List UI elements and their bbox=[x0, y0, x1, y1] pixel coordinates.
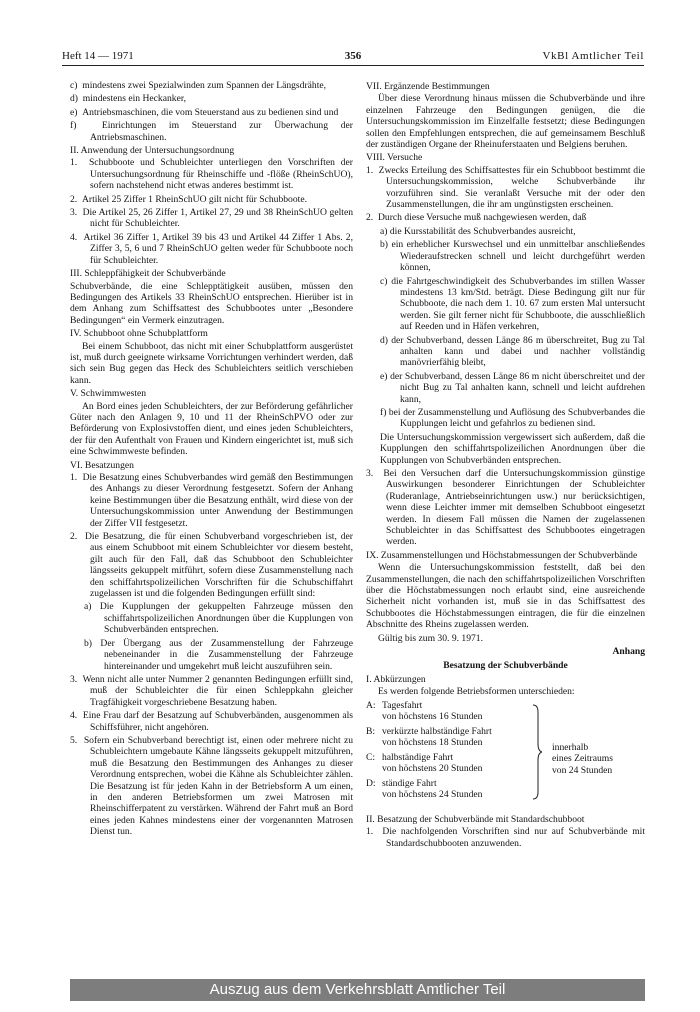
validity-note: Gültig bis zum 30. 9. 1971. bbox=[378, 632, 483, 644]
list-item: f) bei der Zusammenstellung und Auflösung des Schubverbandes die Kupplungen leicht und gefahrlos zu bedienen sind. bbox=[380, 406, 645, 430]
operation-forms: A: Tagesfahrt von höchstens 16 Stunden B: verkürzte halbständige Fahrt von höchstens 18 Stunden C: halbständige Fahrt von höchstens 20 Stunden D: ständige Fahrt von höchstens 24 Stunden innerhalb eines Zeitraums von 24 Stunden bbox=[366, 700, 645, 810]
paragraph: Die Untersuchungskommission vergewissert sich außerdem, daß die Kupplungen den schiffahrtspolizeilichen Anordnungen über die Kupplungen von Schubverbänden entsprechen. bbox=[380, 431, 645, 466]
header-rule bbox=[62, 65, 644, 66]
list-item: d) mindestens ein Heckanker, bbox=[70, 93, 187, 105]
paragraph: Schubverbände, die eine Schlepptätigkeit ausüben, müssen den Bedingungen des Artikels 33 RheinSchUO entsprechen. Hierüber ist in dem Anhang zum Schiffsattest des Schubbootes unter „Besondere Bedingungen“ ein Vermerk einzutragen. bbox=[70, 280, 353, 326]
appendix-label: Anhang bbox=[612, 646, 645, 658]
list-item: a) die Kursstabilität des Schubverbandes ausreicht, bbox=[380, 225, 576, 237]
section-heading: V. Schwimmwesten bbox=[70, 388, 147, 400]
list-item: 5. Sofern ein Schubverband berechtigt ist, einen oder mehrere nicht zu Schubleichtern umgebaute Kähne längsseits gekuppelt mitzuführen, muß die Besatzung den Bestimmungen des Anhanges zu dieser Verordnung entsprechen, wobei die Kähne als Schubleichter zählen. Die Besatzung ist für jeden Kahn in der Betriebsform A um einen, in den anderen Betriebsformen um zwei Matrosen mit Rheinschifferpatent zu verstärken. Während der Fahrt muß an Bord eines jeden Kahnes mindestens einer der vorgenannten Matrosen Dienst tun. bbox=[70, 734, 353, 838]
list-item: 2. Durch diese Versuche muß nachgewiesen werden, daß bbox=[366, 212, 587, 224]
list-item: c) mindestens zwei Spezialwinden zum Spannen der Längsdrähte, bbox=[70, 80, 327, 91]
list-item: 4. Eine Frau darf der Besatzung auf Schubverbänden, ausgenommen als Schiffsführer, nicht angehören. bbox=[70, 710, 354, 733]
list-item: e) Antriebsmaschinen, die vom Steuerstand aus zu bedienen sind und bbox=[70, 106, 339, 118]
page-header bbox=[62, 50, 644, 66]
list-item: b) Der Übergang aus der Zusammenstellung der Fahrzeuge nebeneinander in die Zusammenstellung der Fahrzeuge hintereinander und umgekehrt muß leicht auszuführen sein. bbox=[84, 637, 353, 672]
appendix-title: Besatzung der Schubverbände bbox=[443, 659, 568, 671]
list-item: 3. Wenn nicht alle unter Nummer 2 genannten Bedingungen erfüllt sind, muß der Schubleichter die für einen Schleppkahn gleicher Tragfähigkeit vorgeschriebene Besatzung haben. bbox=[70, 673, 353, 708]
section-heading: IV. Schubboot ohne Schubplattform bbox=[70, 328, 208, 340]
list-item: c) die Fahrtgeschwindigkeit des Schubverbandes im stillen Wasser mindestens 13 km/Std. beträgt. Diese Bedingung gilt nur für Schubboote, die nach dem 1. 10. 67 zum ersten Mal untersucht werden. Sie gilt ferner nicht für Schubboote, die ausschließlich auf Reeden und in Häfen verkehren, bbox=[380, 275, 645, 333]
section-heading: VII. Ergänzende Bestimmungen bbox=[366, 81, 490, 92]
list-item: b) ein erheblicher Kurswechsel und ein unmittelbar anschließendes Wiederaufstrecken schnell und leicht durchgeführt werden können, bbox=[380, 239, 645, 274]
paragraph: Es werden folgende Betriebsformen unterschieden: bbox=[378, 686, 575, 698]
footer-banner: Auszug aus dem Verkehrsblatt Amtlicher Teil bbox=[70, 979, 645, 1001]
section-heading: II. Besatzung der Schubverbände mit Standardschubboot bbox=[366, 813, 585, 825]
paragraph: An Bord eines jeden Schubleichters, der zur Beförderung gefährlicher Güter nach den Anlagen 9, 10 und 11 der RheinSchPVO oder zur Beförderung von Explosivstoffen dient, und eines jeden Schubleichters, der für den Aufenthalt von Frauen und Kindern eingerichtet ist, muß sich eine Schwimmweste befinden. bbox=[70, 400, 353, 458]
paragraph: Bei einem Schubboot, das nicht mit einer Schubplattform ausgerüstet ist, muß durch geeignete wirksame Vorrichtungen verhindert werden, daß sich sein Bug gegen das Heck des Schubleichters seitlich verschieben kann. bbox=[70, 340, 353, 386]
list-item: d) der Schubverband, dessen Länge 86 m überschreitet, Bug zu Tal anhalten kann und dabei und nachher vollständig manövrierfähig bleibt, bbox=[380, 334, 645, 369]
list-item: 2. Artikel 25 Ziffer 1 RheinSchUO gilt nicht für Schubboote. bbox=[70, 193, 307, 205]
bracket-note: innerhalb eines Zeitraums von 24 Stunden bbox=[552, 741, 614, 776]
paragraph: Über diese Verordnung hinaus müssen die Schubverbände und ihre einzelnen Fahrzeuge den Bedingungen genügen, die die Untersuchungskommission im Einzelfalle festsetzt; diese Bedingungen sollen den Empfehlungen entsprechen, die auf gemeinsamem Beschluß der zuständigen Organe der Rheinuferstaaten und Belgiens beruhen. bbox=[366, 93, 645, 151]
publication-name: VkBl Amtlicher Teil bbox=[542, 50, 644, 62]
section-heading: I. Abkürzungen bbox=[366, 673, 426, 685]
list-item: 1. Zwecks Erteilung des Schiffsattestes für ein Schubboot bestimmt die Untersuchungskommission, welche Schubverbände ihr vorzuführen sind. Sie veranlaßt Versuche mit der oder den Zusammenstellungen, die ihr am ungünstigsten erscheinen. bbox=[366, 164, 645, 211]
issue-label: Heft 14 — 1971 bbox=[62, 50, 134, 62]
list-item: f) Einrichtungen im Steuerstand zur Überwachung der Antriebsmaschinen. bbox=[70, 120, 354, 143]
section-heading: VIII. Versuche bbox=[366, 152, 423, 164]
list-item: 1. Die Besatzung eines Schubverbandes wird gemäß den Bestimmungen des Anhangs zu dieser Verordnung festgesetzt. Sofern der Anhang keine Bestimmungen über die Besatzung enthält, wird diese von der Untersuchungskommission unter Anwendung der Bestimmungen der Ziffer VII festgesetzt. bbox=[70, 472, 354, 529]
page-number: 356 bbox=[344, 50, 362, 62]
list-item: 3. Die Artikel 25, 26 Ziffer 1, Artikel 27, 29 und 38 RheinSchUO gelten nicht für Schubleichter. bbox=[70, 207, 353, 230]
list-item: 3. Bei den Versuchen darf die Untersuchungskommission günstige Auswirkungen besonderer Einrichtungen der Schubleichter (Ruderanlage, Antriebseinrichtungen usw.) nur berücksichtigen, wenn diese Leichter immer mit demselben Schubboot eingesetzt werden. In diesem Fall müssen die Namen der zugelassenen Schubleichter in das Schiffsattest des Schubbootes eingetragen werden. bbox=[366, 468, 645, 548]
section-heading: II. Anwendung der Untersuchungsordnung bbox=[70, 145, 235, 157]
list-item: e) der Schubverband, dessen Länge 86 m nicht überschreitet und der nicht Bug zu Tal anhalten kann, schnell und leicht aufdrehen kann, bbox=[380, 370, 645, 405]
section-heading: III. Schleppfähigkeit der Schubverbände bbox=[70, 268, 226, 280]
right-column bbox=[366, 80, 645, 851]
paragraph: Wenn die Untersuchungskommission feststellt, daß bei den Zusammenstellungen, die nach den schiffahrtspolizeilichen Vorschriften über die Höchstabmessungen noch erlaubt sind, eine ausreichende Sicherheit nicht vorhanden ist, muß sie in das Schiffsattest des Schubbootes die Höchstabmessungen eintragen, die für die einzelnen Abschnitte des Rheins zugelassen werden. bbox=[366, 562, 645, 631]
curly-brace-icon bbox=[532, 704, 542, 800]
section-heading: VI. Besatzungen bbox=[70, 459, 134, 471]
list-item: a) Die Kupplungen der gekuppelten Fahrzeuge müssen den schiffahrtspolizeilichen Anordnungen über die Kupplungen von Schubverbänden entsprechen. bbox=[84, 601, 353, 636]
section-heading: IX. Zusammenstellungen und Höchstabmessungen der Schubverbände bbox=[366, 549, 638, 561]
left-column bbox=[70, 80, 353, 840]
list-item: 4. Artikel 36 Ziffer 1, Artikel 39 bis 43 und Artikel 44 Ziffer 1 Abs. 2, Ziffer 3, 5, 6 und 7 RheinSchUO gelten weder für Schubboote noch für Schubleichter. bbox=[70, 231, 353, 266]
list-item: 1. Schubboote und Schubleichter unterliegen den Vorschriften der Untersuchungsordnung für Rheinschiffe und -flöße (RheinSchUO), sofern nachstehend nicht etwas anderes bestimmt ist. bbox=[70, 157, 354, 192]
list-item: 1. Die nachfolgenden Vorschriften sind nur auf Schubverbände mit Standardschubbooten anzuwenden. bbox=[366, 826, 646, 849]
list-item: 2. Die Besatzung, die für einen Schubverband vorgeschrieben ist, der aus einem Schubboot mit einem Schubleichter vor diesem besteht, gilt auch für den Fall, daß das Schubboot den Schubleichter längsseits gekuppelt mitführt, sofern diese Zusammenstellung nach den schiffahrtspolizeilichen Vorschriften für die Schubschiffahrt zugelassen ist und die folgenden Bedingungen erfüllt sind: bbox=[70, 531, 354, 600]
